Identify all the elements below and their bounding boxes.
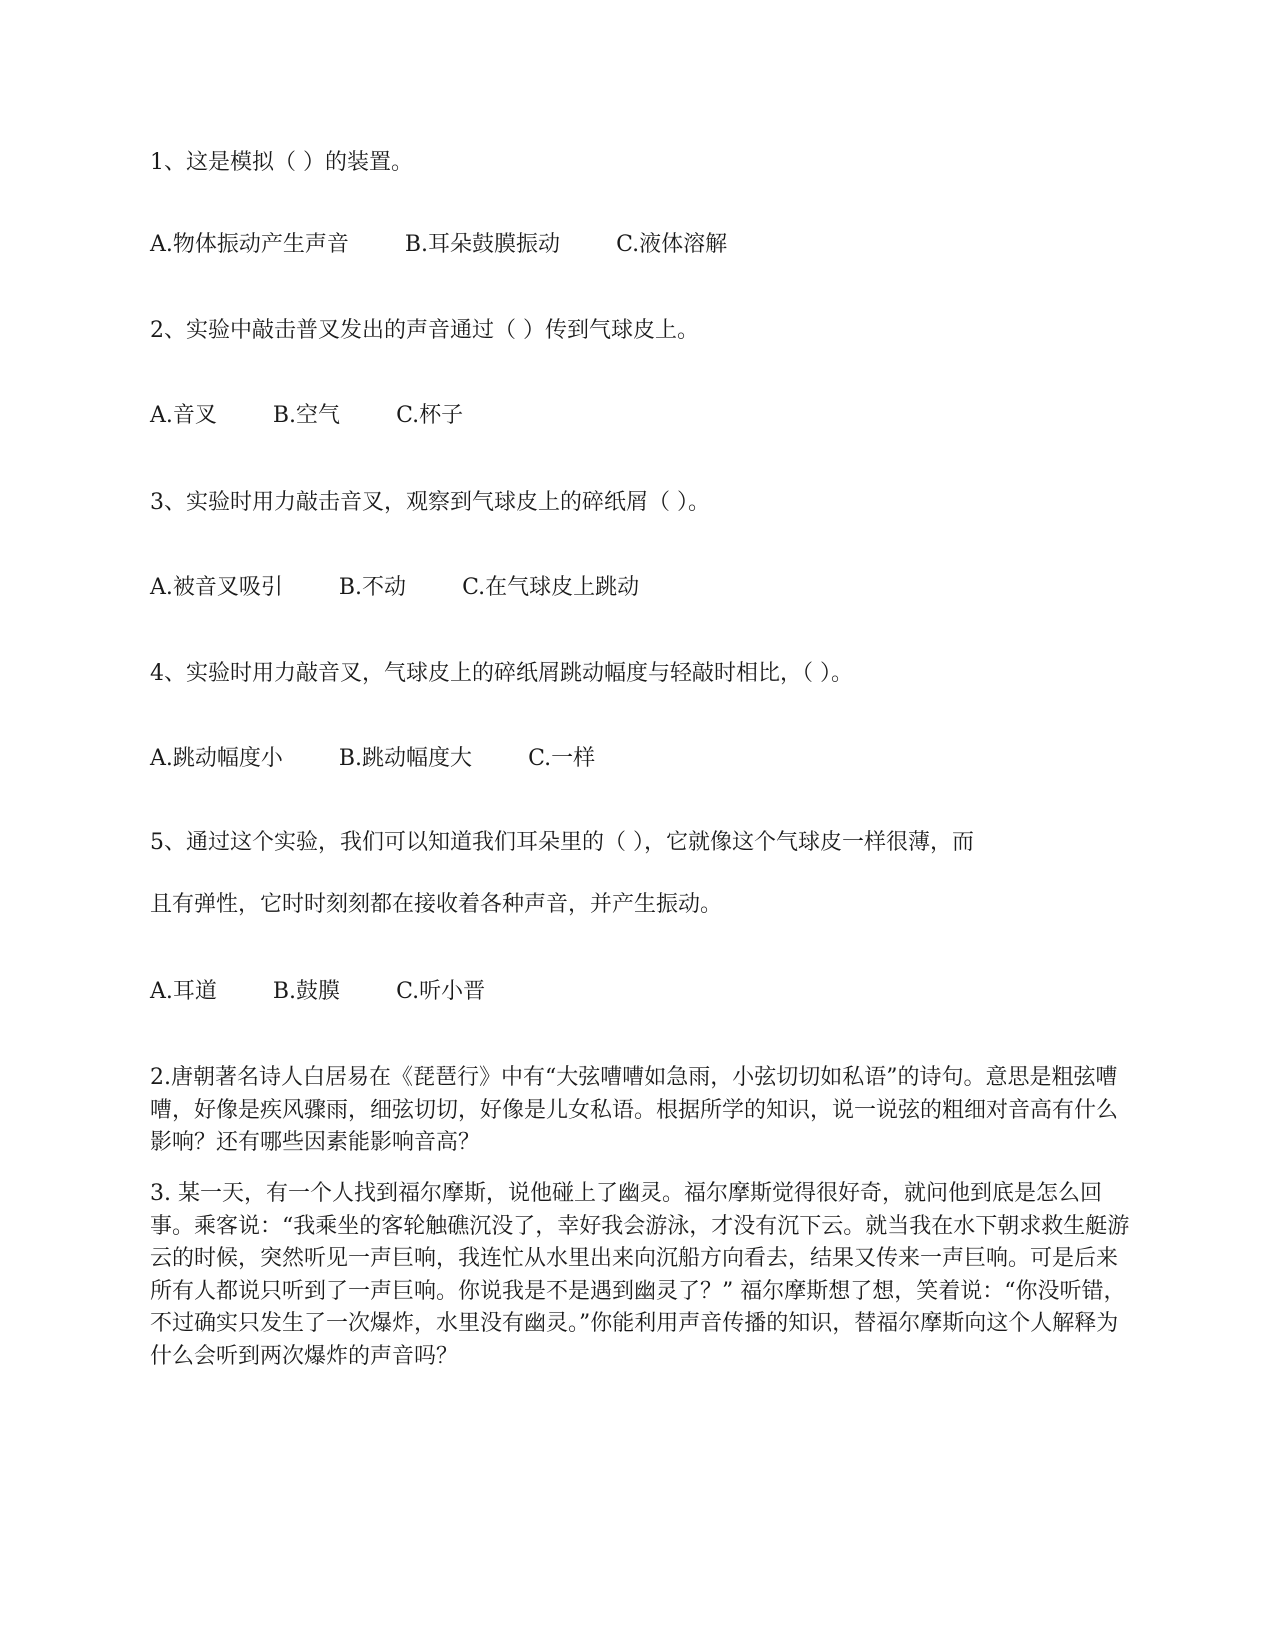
question-3-options — [150, 573, 695, 603]
option-a: A.被音叉吸引 — [150, 575, 283, 600]
essay-question-2-text: 2.唐朝著名诗人白居易在《琵琶行》中有“大弦嘈嘈如急雨，小弦切切如私语”的诗句。意思是粗弦嘈嘈，好像是疾风骤雨，细弦切切，好像是儿女私语。根据所学的知识，说一说弦的粗细对音高有什么影响？还有哪些因素能影响音高？ — [150, 1065, 1119, 1155]
option-a: A.耳道 — [150, 979, 217, 1004]
option-b: B.鼓膜 — [272, 979, 341, 1004]
option-a: A.跳动幅度小 — [150, 746, 283, 771]
question-5-options — [150, 977, 541, 1007]
question-1-stem: 1、这是模拟（ ）的装置。 — [150, 150, 413, 175]
essay-question-3 — [150, 1178, 1135, 1373]
question-2-options — [150, 401, 519, 431]
option-b: B.空气 — [272, 403, 341, 428]
question-5-stem-line-1: 5、通过这个实验，我们可以知道我们耳朵里的（ ），它就像这个气球皮一样很薄，而 — [150, 830, 974, 855]
question-2-stem: 2、实验中敲击普叉发出的声音通过（ ）传到气球皮上。 — [150, 318, 699, 343]
essay-question-3-text: 3. 某一天，有一个人找到福尔摩斯，说他碰上了幽灵。福尔摩斯觉得很好奇，就问他到底是怎么回事。乘客说：“我乘坐的客轮触礁沉没了，幸好我会游泳，才没有沉下云。就当我在水下朝求救生艇游云的时候，突然听见一声巨响，我连忙从水里出来向沉船方向看去，结果又传来一声巨响。可是后来所有人都说只听到了一声巨响。你说我是不是遇到幽灵了？” 福尔摩斯想了想，笑着说：“你没听错，不过确实只发生了一次爆炸，水里没有幽灵。”你能利用声音传播的知识，替福尔摩斯向这个人解释为什么会听到两次爆炸的声音吗？ — [150, 1181, 1130, 1369]
option-b: B.跳动幅度大 — [338, 746, 473, 771]
option-c: C.听小晋 — [396, 979, 486, 1004]
question-1-options — [150, 230, 783, 260]
essay-question-2 — [150, 1062, 1135, 1160]
question-3-stem: 3、实验时用力敲击音叉，观察到气球皮上的碎纸屑（ ）。 — [150, 490, 710, 515]
option-a: A.音叉 — [150, 403, 217, 428]
question-4-stem: 4、实验时用力敲音叉，气球皮上的碎纸屑跳动幅度与轻敲时相比，（ ）。 — [150, 661, 853, 686]
option-a: A.物体振动产生声音 — [150, 232, 349, 257]
option-b: B.耳朵鼓膜振动 — [404, 232, 561, 257]
option-c: C.一样 — [528, 746, 596, 771]
option-c: C.在气球皮上跳动 — [462, 575, 640, 600]
option-c: C.杯子 — [396, 403, 464, 428]
option-b: B.不动 — [338, 575, 407, 600]
question-5-stem-line-2: 且有弹性，它时时刻刻都在接收着各种声音，并产生振动。 — [150, 892, 723, 917]
question-4-options — [150, 744, 651, 774]
option-c: C.液体溶解 — [616, 232, 728, 257]
